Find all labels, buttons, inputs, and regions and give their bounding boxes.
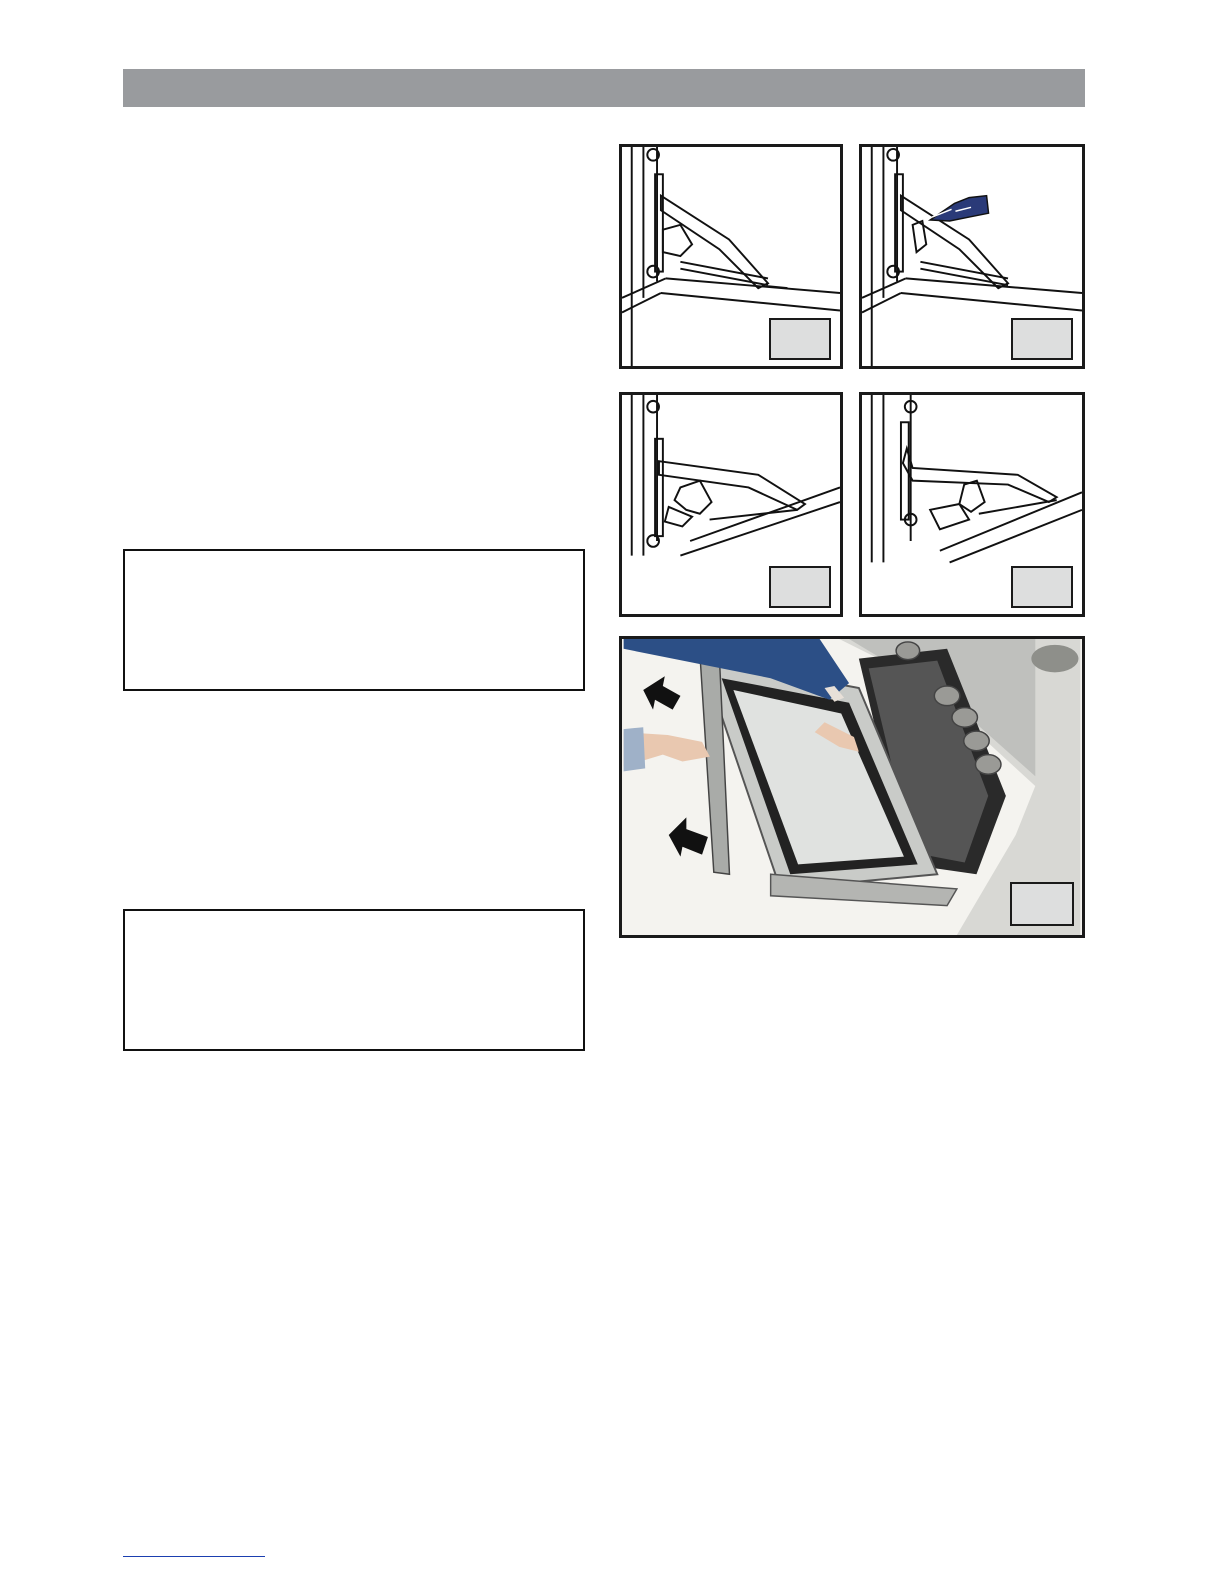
figure-hinge-closed	[619, 144, 843, 369]
figure-hinge-open	[619, 392, 843, 617]
figure-hinge-press	[859, 144, 1085, 369]
figure-number-box	[769, 318, 831, 360]
pointing-hand-icon	[930, 196, 988, 221]
figure-number-box	[769, 566, 831, 608]
figure-hinge-released	[859, 392, 1085, 617]
figure-number-box	[1011, 566, 1073, 608]
arrow-icon	[669, 817, 708, 856]
section-header-bar	[123, 69, 1085, 107]
figure-door-removal	[619, 636, 1085, 938]
note-box	[123, 549, 585, 691]
note-box	[123, 909, 585, 1051]
figure-number-box	[1011, 318, 1073, 360]
footer-link-line	[123, 1556, 265, 1557]
figure-number-box	[1010, 882, 1074, 926]
arrow-icon	[643, 676, 680, 709]
